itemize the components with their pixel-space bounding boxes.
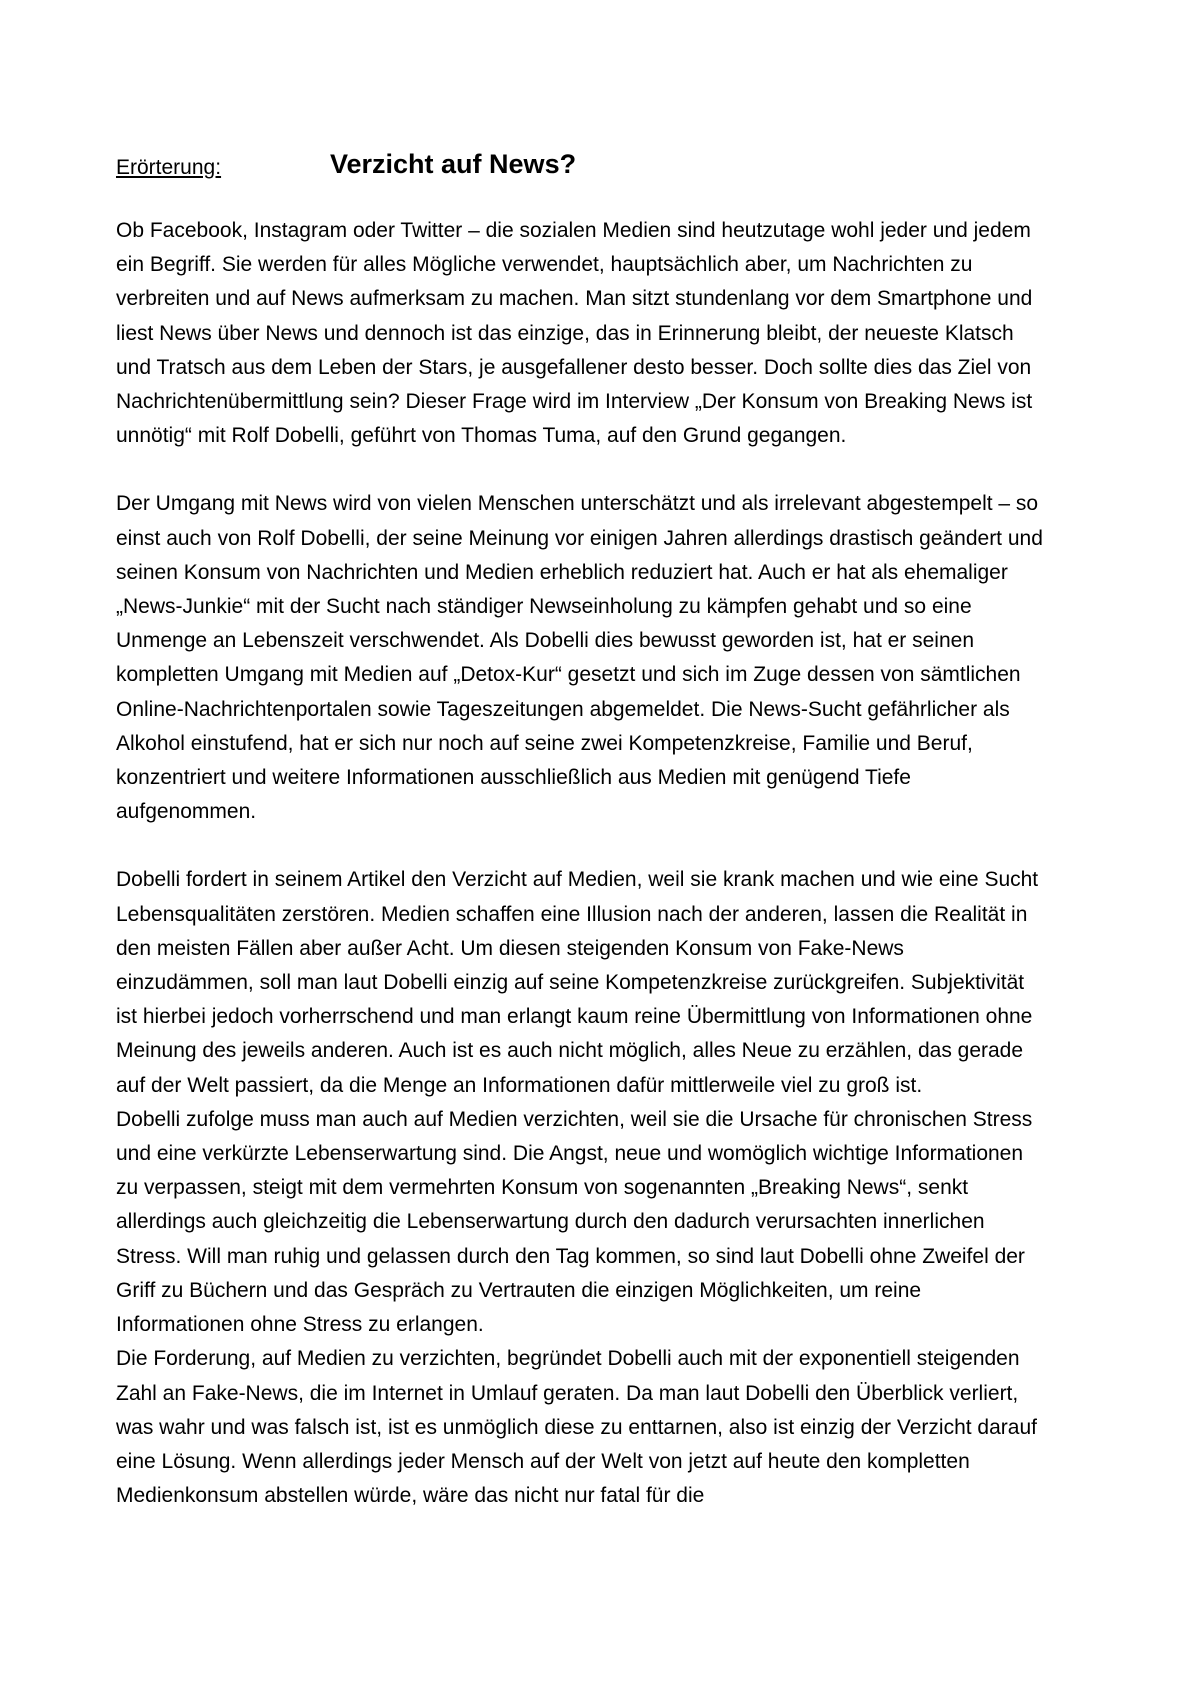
paragraph-intro: Ob Facebook, Instagram oder Twitter – die sozialen Medien sind heutzutage wohl jeder und jedem ein Begriff. Sie werden für alles Mögliche verwendet, hauptsächlich aber, um Nachrichten zu verbreiten und auf News aufmerksam zu machen. Man sitzt stundenlang vor dem Smartphone und liest News über News und dennoch ist das einzige, das in Erinnerung bleibt, der neueste Klatsch und Tratsch aus dem Leben der Stars, je ausgefallener desto besser. Doch sollte dies das Ziel von Nachrichtenübermittlung sein? Dieser Frage wird im Interview „Der Konsum von Breaking News ist unnötig“ mit Rolf Dobelli, geführt von Thomas Tuma, auf den Grund gegangen. [116,219,1033,448]
title-row [116,148,1046,192]
document-title: Verzicht auf News? [330,149,577,179]
paragraph-argument-1: Dobelli fordert in seinem Artikel den Verzicht auf Medien, weil sie krank machen und wie eine Sucht Lebensqualitäten zerstören. Medien schaffen eine Illusion nach der anderen, lassen die Realität in den meisten Fällen aber außer Acht. Um diesen steigenden Konsum von Fake-News einzudämmen, soll man laut Dobelli einzig auf seine Kompetenzkreise zurückgreifen. Subjektivität ist hierbei jedoch vorherrschend und man erlangt kaum reine Übermittlung von Informationen ohne Meinung des jeweils anderen. Auch ist es auch nicht möglich, alles Neue zu erzählen, das gerade auf der Welt passiert, da die Menge an Informationen dafür mittlerweile viel zu groß ist. [116,868,1039,1097]
document-label: Erörterung: [116,156,222,179]
document-body [116,148,1046,1513]
paragraph-argument-3: Die Forderung, auf Medien zu verzichten, begründet Dobelli auch mit der exponentiell steigenden Zahl an Fake-News, die im Internet in Umlauf geraten. Da man laut Dobelli den Überblick verliert, was wahr und was falsch ist, ist es unmöglich diese zu enttarnen, also ist einzig der Verzicht darauf eine Lösung. Wenn allerdings jeder Mensch auf der Welt von jetzt auf heute den kompletten Medienkonsum abstellen würde, wäre das nicht nur fatal für die [116,1347,1037,1508]
paragraph-summary: Der Umgang mit News wird von vielen Menschen unterschätzt und als irrelevant abgestempelt – so einst auch von Rolf Dobelli, der seine Meinung vor einigen Jahren allerdings drastisch geändert und seinen Konsum von Nachrichten und Medien erheblich reduziert hat. Auch er hat als ehemaliger „News-Junkie“ mit der Sucht nach ständiger Newseinholung zu kämpfen gehabt und so eine Unmenge an Lebenszeit verschwendet. Als Dobelli dies bewusst geworden ist, hat er seinen kompletten Umgang mit Medien auf „Detox-Kur“ gesetzt und sich im Zuge dessen von sämtlichen Online-Nachrichtenportalen sowie Tageszeitungen abgemeldet. Die News-Sucht gefährlicher als Alkohol einstufend, hat er sich nur noch auf seine zwei Kompetenzkreise, Familie und Beruf, konzentriert und weitere Informationen ausschließlich aus Medien mit genügend Tiefe aufgenommen. [116,492,1043,824]
paragraph-argument-2: Dobelli zufolge muss man auch auf Medien verzichten, weil sie die Ursache für chronischen Stress und eine verkürzte Lebenserwartung sind. Die Angst, neue und womöglich wichtige Informationen zu verpassen, steigt mit dem vermehrten Konsum von sogenannten „Breaking News“, senkt allerdings auch gleichzeitig die Lebenserwartung durch den dadurch verursachten innerlichen Stress. Will man ruhig und gelassen durch den Tag kommen, so sind laut Dobelli ohne Zweifel der Griff zu Büchern und das Gespräch zu Vertrauten die einzigen Möglichkeiten, um reine Informationen ohne Stress zu erlangen. [116,1107,1033,1337]
